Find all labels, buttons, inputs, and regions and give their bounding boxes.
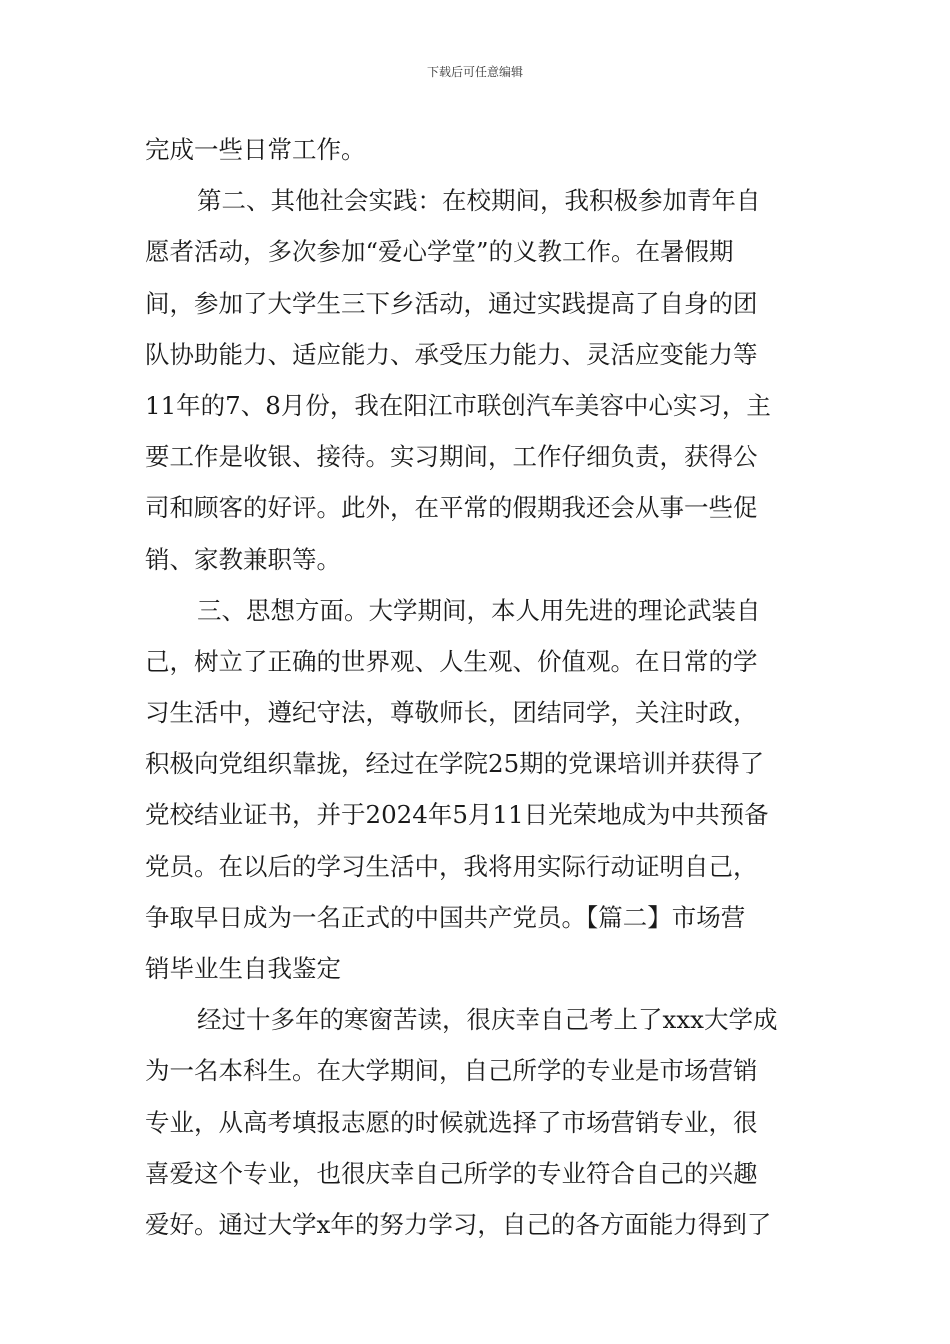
text-line: 第二、其他社会实践：在校期间，我积极参加青年自 <box>197 186 761 216</box>
text-line: 积极向党组织靠拢，经过在学院25期的党课培训并获得了 <box>145 749 765 779</box>
page-header: 下载后可任意编辑 <box>426 65 523 79</box>
text-line: 党员。在以后的学习生活中，我将用实际行动证明自己， <box>145 851 758 881</box>
text-line: 愿者活动，多次参加“爱心学堂”的义教工作。在暑假期 <box>145 237 734 267</box>
text-line: 习生活中，遵纪守法，尊敬师长，团结同学，关注时政， <box>145 698 758 728</box>
text-line: 己，树立了正确的世界观、人生观、价值观。在日常的学 <box>145 646 758 676</box>
text-line: 要工作是收银、接待。实习期间，工作仔细负责，获得公 <box>145 442 758 472</box>
text-line: 争取早日成为一名正式的中国共产党员。【篇二】市场营 <box>145 902 746 932</box>
text-line: 11年的7、8月份，我在阳江市联创汽车美容中心实习，主 <box>145 390 771 420</box>
text-line: 喜爱这个专业，也很庆幸自己所学的专业符合自己的兴趣 <box>145 1158 758 1188</box>
text-line: 爱好。通过大学x年的努力学习，自己的各方面能力得到了 <box>145 1209 772 1239</box>
text-line: 三、思想方面。大学期间，本人用先进的理论武装自 <box>197 595 761 625</box>
text-line: 队协助能力、适应能力、承受压力能力、灵活应变能力等 <box>145 339 758 369</box>
text-line: 司和顾客的好评。此外，在平常的假期我还会从事一些促 <box>145 493 758 523</box>
text-line: 间，参加了大学生三下乡活动，通过实践提高了自身的团 <box>145 288 758 318</box>
text-line: 销毕业生自我鉴定 <box>145 954 341 983</box>
text-line: 经过十多年的寒窗苦读，很庆幸自己考上了xxx大学成 <box>197 1005 778 1035</box>
text-line: 完成一些日常工作。 <box>145 135 366 164</box>
document-body <box>145 124 810 1250</box>
text-line: 为一名本科生。在大学期间，自己所学的专业是市场营销 <box>145 1056 758 1086</box>
text-line: 销、家教兼职等。 <box>145 544 341 574</box>
text-line: 党校结业证书，并于2024年5月11日光荣地成为中共预备 <box>145 800 769 830</box>
text-line: 专业，从高考填报志愿的时候就选择了市场营销专业，很 <box>145 1107 758 1137</box>
